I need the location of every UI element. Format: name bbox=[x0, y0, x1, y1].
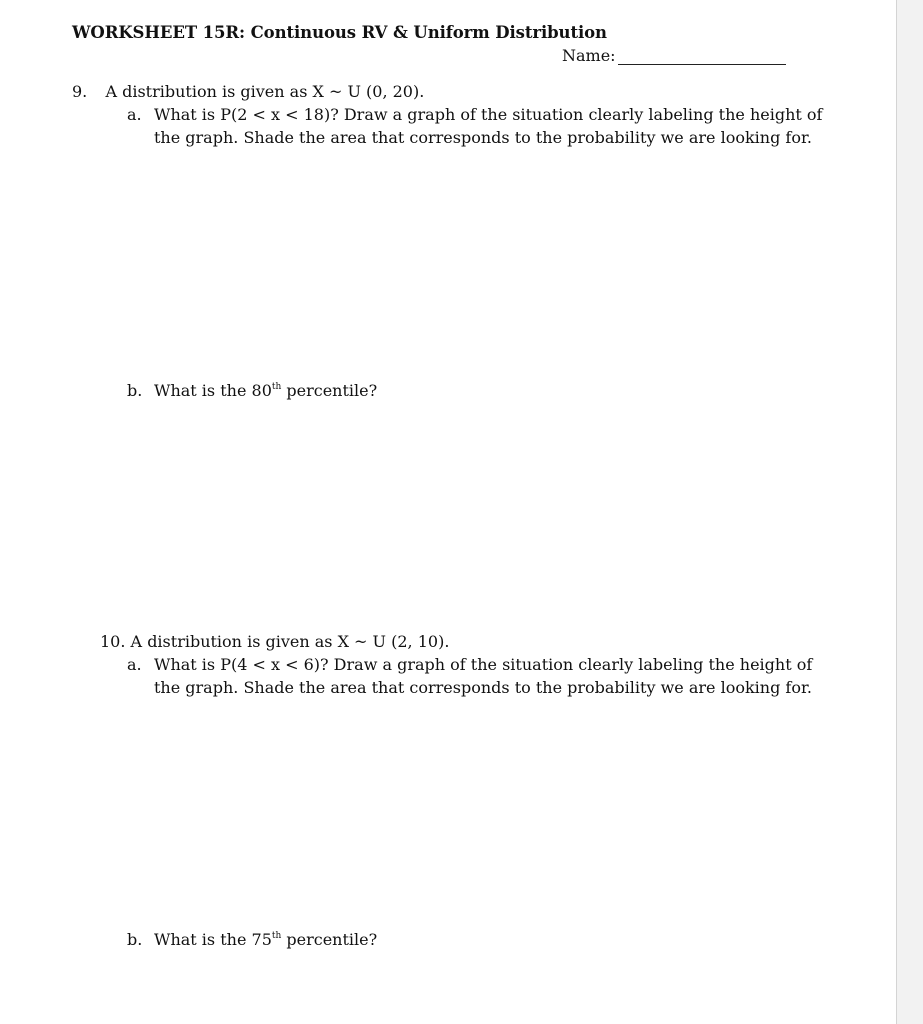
question-9b-text bbox=[154, 381, 377, 401]
question-10a-letter: a. bbox=[127, 655, 142, 674]
question-10-prompt: A distribution is given as X ~ U (2, 10). bbox=[130, 632, 450, 651]
vertical-scrollbar[interactable] bbox=[896, 0, 923, 1024]
question-10a-line2: the graph. Shade the area that corresponds to the probability we are looking for. bbox=[154, 678, 812, 697]
question-10b-pre: What is the 75 bbox=[154, 930, 272, 949]
question-9b-pre: What is the 80 bbox=[154, 381, 272, 400]
question-9a-line1: What is P(2 < x < 18)? Draw a graph of the situation clearly labeling the height of bbox=[154, 105, 823, 124]
question-9-number: 9. bbox=[72, 82, 88, 101]
question-9b-letter: b. bbox=[127, 381, 143, 400]
question-10b-sup: th bbox=[271, 931, 282, 941]
question-9b-sup: th bbox=[271, 382, 282, 392]
question-9a-line2: the graph. Shade the area that corresponds to the probability we are looking for. bbox=[154, 128, 812, 147]
question-10b-letter: b. bbox=[127, 930, 143, 949]
question-10b-post: percentile? bbox=[281, 930, 378, 949]
page-title: WORKSHEET 15R: Continuous RV & Uniform Distribution bbox=[72, 23, 607, 42]
question-9a-letter: a. bbox=[127, 105, 142, 124]
question-10a-line1: What is P(4 < x < 6)? Draw a graph of the situation clearly labeling the height of bbox=[154, 655, 813, 674]
name-label: Name: bbox=[562, 46, 616, 65]
question-10-number: 10. bbox=[100, 632, 126, 651]
question-10 bbox=[100, 632, 449, 652]
question-9 bbox=[72, 82, 424, 102]
question-9b-post: percentile? bbox=[281, 381, 378, 400]
question-10b-text bbox=[154, 930, 377, 950]
question-9-prompt: A distribution is given as X ~ U (0, 20). bbox=[105, 82, 425, 101]
name-blank-line bbox=[618, 64, 786, 65]
